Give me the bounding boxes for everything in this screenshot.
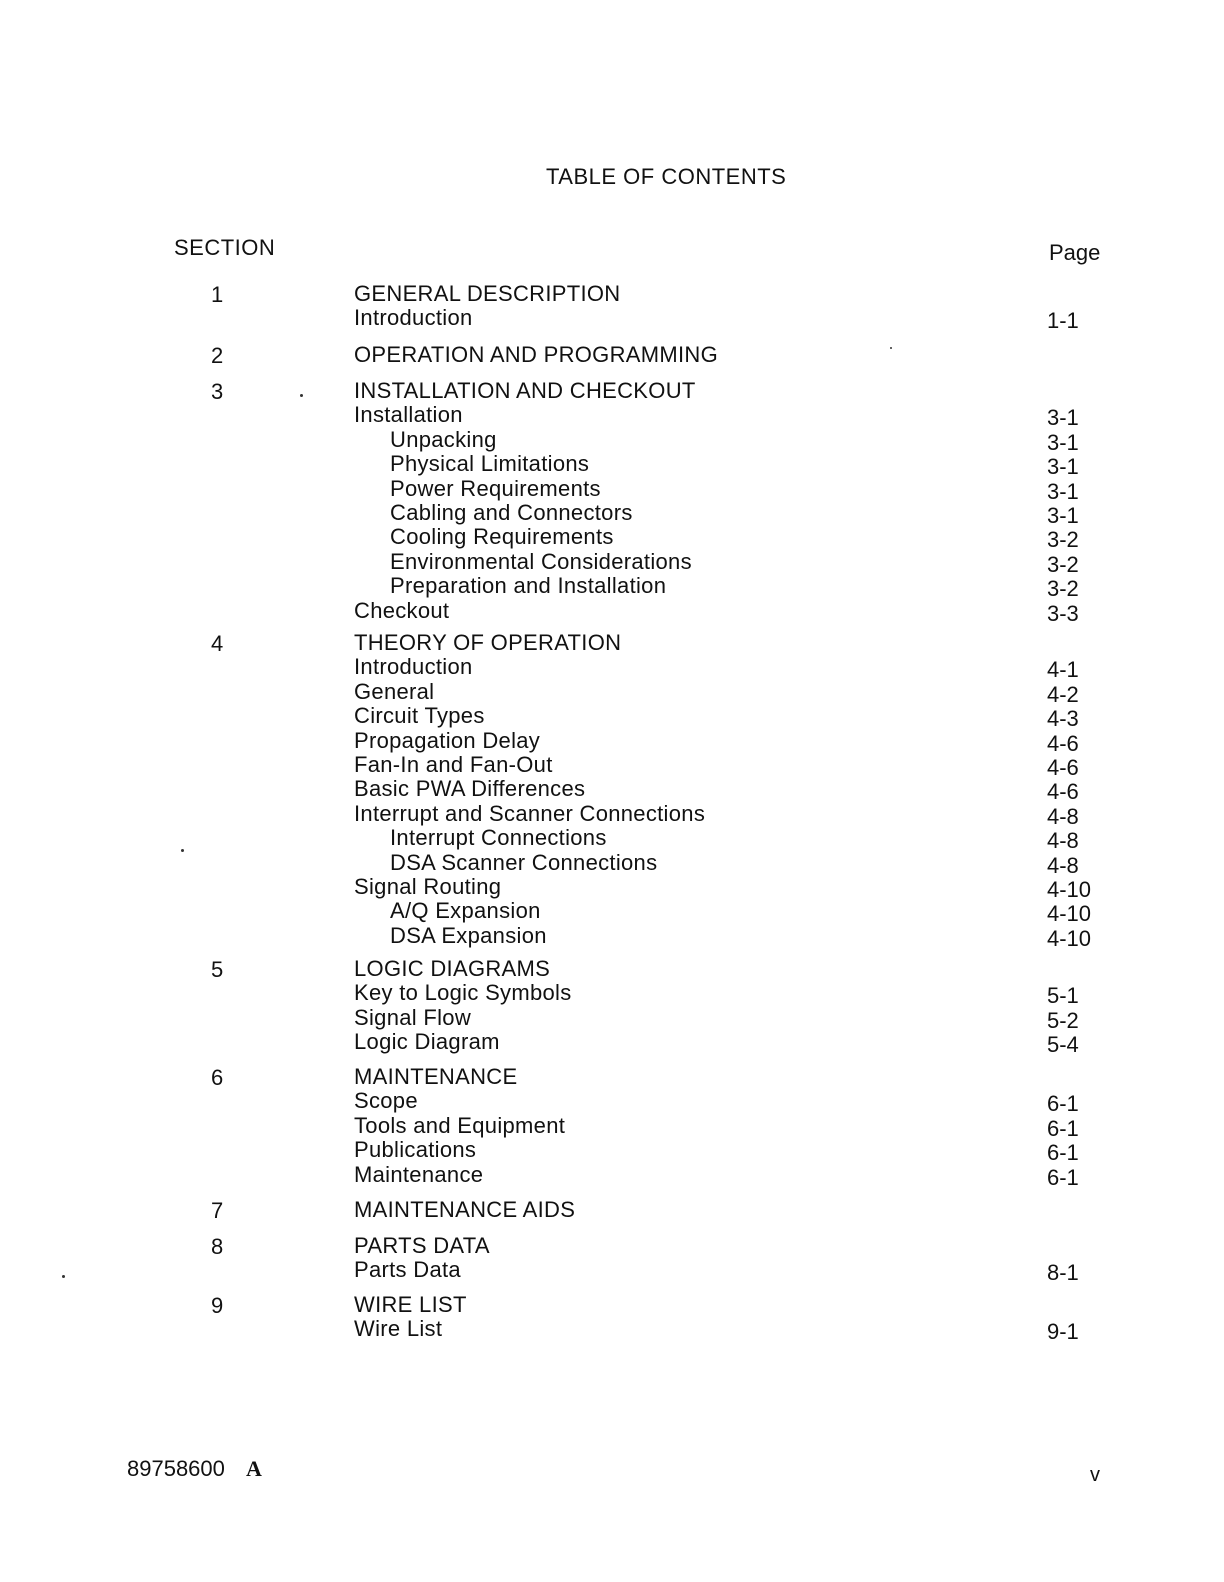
toc-entry[interactable] — [0, 703, 1224, 732]
toc-entry[interactable] — [0, 1112, 1224, 1141]
toc-entry-title: Parts Data — [354, 1257, 461, 1283]
toc-entry-page: 3-2 — [1047, 576, 1079, 602]
toc-entry[interactable] — [0, 751, 1224, 780]
toc-section — [0, 956, 1224, 1058]
document-number: 89758600 — [127, 1456, 225, 1481]
toc-entry[interactable] — [0, 1316, 1224, 1345]
toc-entry[interactable] — [0, 922, 1224, 951]
toc-entry[interactable] — [0, 776, 1224, 805]
toc-entry[interactable] — [0, 1293, 1224, 1317]
toc-entry-title: Basic PWA Differences — [354, 776, 586, 802]
toc-entry-title: Signal Routing — [354, 873, 502, 899]
toc-entry-title: WIRE LIST — [354, 1292, 467, 1317]
toc-entry[interactable] — [0, 524, 1224, 553]
toc-section — [0, 1292, 1224, 1345]
toc-entry-page: 4-10 — [1047, 876, 1092, 902]
toc-entry-page: 3-1 — [1047, 502, 1079, 528]
toc-entry-page: 5-2 — [1047, 1007, 1079, 1033]
toc-entry-title: Cabling and Connectors — [390, 499, 633, 525]
toc-section — [0, 1064, 1224, 1190]
toc-entry[interactable] — [0, 1234, 1224, 1258]
toc-entry-page: 6-1 — [1047, 1164, 1079, 1190]
toc-entry[interactable] — [0, 1198, 1224, 1222]
toc-entry-title: A/Q Expansion — [390, 898, 541, 924]
toc-entry-page: 4-8 — [1047, 803, 1079, 829]
toc-entry-title: Installation — [354, 402, 463, 428]
toc-entry[interactable] — [0, 402, 1224, 431]
toc-entry[interactable] — [0, 597, 1224, 626]
page-column-header: Page — [1049, 240, 1101, 265]
toc-entry[interactable] — [0, 499, 1224, 528]
toc-entry[interactable] — [0, 727, 1224, 756]
toc-entry[interactable] — [0, 1065, 1224, 1089]
toc-entry-title: Checkout — [354, 597, 450, 623]
toc-entry-title: General — [354, 678, 435, 704]
toc-entry-page: 9-1 — [1047, 1319, 1079, 1345]
toc-entry[interactable] — [0, 475, 1224, 504]
toc-entry[interactable] — [0, 873, 1224, 902]
toc-entry-page: 4-1 — [1047, 657, 1079, 683]
scan-speck — [181, 849, 184, 852]
toc-entry-title: Unpacking — [390, 426, 497, 452]
toc-entry-title: Signal Flow — [354, 1004, 472, 1030]
toc-entry[interactable] — [0, 800, 1224, 829]
toc-entry[interactable] — [0, 825, 1224, 854]
toc-entry-page: 4-8 — [1047, 852, 1079, 878]
toc-entry-page: 3-3 — [1047, 600, 1079, 626]
section-number: 4 — [211, 631, 224, 656]
toc-entry-page: 6-1 — [1047, 1140, 1079, 1166]
toc-entry[interactable] — [0, 1004, 1224, 1033]
toc-entry-title: MAINTENANCE AIDS — [354, 1197, 576, 1222]
toc-entry[interactable] — [0, 957, 1224, 981]
toc-entry[interactable] — [0, 451, 1224, 480]
toc-entry[interactable] — [0, 1137, 1224, 1166]
section-number: 3 — [211, 379, 224, 404]
section-column-header: SECTION — [174, 235, 276, 260]
toc-entry-title: Maintenance — [354, 1161, 484, 1187]
revision-letter: A — [246, 1456, 262, 1481]
toc-entry-title: Introduction — [354, 654, 473, 680]
toc-entry-title: Propagation Delay — [354, 727, 541, 753]
toc-entry-page: 5-4 — [1047, 1032, 1079, 1058]
toc-entry-page: 1-1 — [1047, 308, 1079, 334]
toc-entry-title: THEORY OF OPERATION — [354, 630, 622, 655]
toc-entry-page: 5-1 — [1047, 983, 1079, 1009]
scan-speck — [300, 394, 303, 397]
toc-entry[interactable] — [0, 631, 1224, 655]
toc-entry-title: Logic Diagram — [354, 1029, 500, 1055]
toc-entry-title: Tools and Equipment — [354, 1112, 566, 1138]
toc-entry-page: 8-1 — [1047, 1260, 1079, 1286]
toc-entry-page: 4-8 — [1047, 828, 1079, 854]
toc-entry[interactable] — [0, 1029, 1224, 1058]
toc-entry-page: 3-1 — [1047, 478, 1079, 504]
toc-entry[interactable] — [0, 282, 1224, 306]
toc-entry-page: 4-6 — [1047, 779, 1079, 805]
toc-entry-title: Environmental Considerations — [390, 548, 692, 574]
toc-entry[interactable] — [0, 426, 1224, 455]
toc-entry-page: 4-10 — [1047, 901, 1092, 927]
toc-entry-title: Introduction — [354, 305, 473, 331]
toc-entry-page: 4-2 — [1047, 681, 1079, 707]
toc-entry-title: GENERAL DESCRIPTION — [354, 281, 621, 306]
toc-entry[interactable] — [0, 1088, 1224, 1117]
toc-entry[interactable] — [0, 980, 1224, 1009]
toc-entry-title: Interrupt and Scanner Connections — [354, 800, 706, 826]
toc-entry-title: Power Requirements — [390, 475, 601, 501]
toc-entry-page: 3-1 — [1047, 454, 1079, 480]
toc-entry-title: Scope — [354, 1088, 418, 1114]
toc-entry-title: MAINTENANCE — [354, 1064, 518, 1089]
page-number: v — [1090, 1464, 1100, 1486]
toc-entry-page: 6-1 — [1047, 1091, 1079, 1117]
toc-section — [0, 281, 1224, 334]
toc-entry[interactable] — [0, 849, 1224, 878]
toc-section — [0, 1198, 1224, 1222]
toc-entry-title: Publications — [354, 1137, 477, 1163]
toc-entry-page: 3-2 — [1047, 551, 1079, 577]
toc-entry-title: Fan-In and Fan-Out — [354, 751, 553, 777]
toc-entry-title: Interrupt Connections — [390, 825, 607, 851]
toc-entry-title: DSA Scanner Connections — [390, 849, 658, 875]
section-number: 2 — [211, 343, 224, 368]
section-number: 1 — [211, 282, 224, 307]
toc-entry-title: INSTALLATION AND CHECKOUT — [354, 378, 696, 403]
toc-section — [0, 343, 1224, 367]
toc-entry-page: 4-3 — [1047, 706, 1079, 732]
section-number: 7 — [211, 1198, 224, 1223]
toc-entry[interactable] — [0, 573, 1224, 602]
page-title: TABLE OF CONTENTS — [546, 164, 787, 189]
toc-entry-title: DSA Expansion — [390, 922, 547, 948]
toc-section — [0, 630, 1224, 951]
toc-entry-title: Key to Logic Symbols — [354, 980, 572, 1006]
toc-entry-title: Wire List — [354, 1316, 443, 1342]
toc-section — [0, 378, 1224, 626]
toc-entry[interactable] — [0, 548, 1224, 577]
toc-entry[interactable] — [0, 1161, 1224, 1190]
toc-entry-page: 6-1 — [1047, 1115, 1079, 1141]
toc-entry[interactable] — [0, 898, 1224, 927]
toc-entry-title: Cooling Requirements — [390, 524, 614, 550]
toc-entry-title: Preparation and Installation — [390, 573, 667, 599]
toc-entry-page: 3-2 — [1047, 527, 1079, 553]
toc-entry[interactable] — [0, 678, 1224, 707]
toc-entry[interactable] — [0, 305, 1224, 334]
toc-entry-page: 4-6 — [1047, 730, 1079, 756]
toc-entry-title: LOGIC DIAGRAMS — [354, 956, 551, 981]
toc-entry-title: OPERATION AND PROGRAMMING — [354, 342, 719, 367]
toc-entry-page: 4-6 — [1047, 754, 1079, 780]
toc-entry[interactable] — [0, 379, 1224, 403]
toc-entry-title: PARTS DATA — [354, 1233, 490, 1258]
scan-speck — [62, 1275, 65, 1278]
toc-section — [0, 1233, 1224, 1286]
toc-entry-page: 3-1 — [1047, 429, 1079, 455]
toc-entry[interactable] — [0, 343, 1224, 367]
toc-entry-title: Circuit Types — [354, 703, 485, 729]
toc-entry-title: Physical Limitations — [390, 451, 590, 477]
toc-entry-page: 4-10 — [1047, 925, 1092, 951]
section-number: 5 — [211, 957, 224, 982]
toc-entry[interactable] — [0, 1257, 1224, 1286]
toc-entry-page: 3-1 — [1047, 405, 1079, 431]
section-number: 8 — [211, 1234, 224, 1259]
toc-entry[interactable] — [0, 654, 1224, 683]
section-number: 9 — [211, 1293, 224, 1318]
section-number: 6 — [211, 1065, 224, 1090]
scan-speck — [890, 347, 892, 349]
